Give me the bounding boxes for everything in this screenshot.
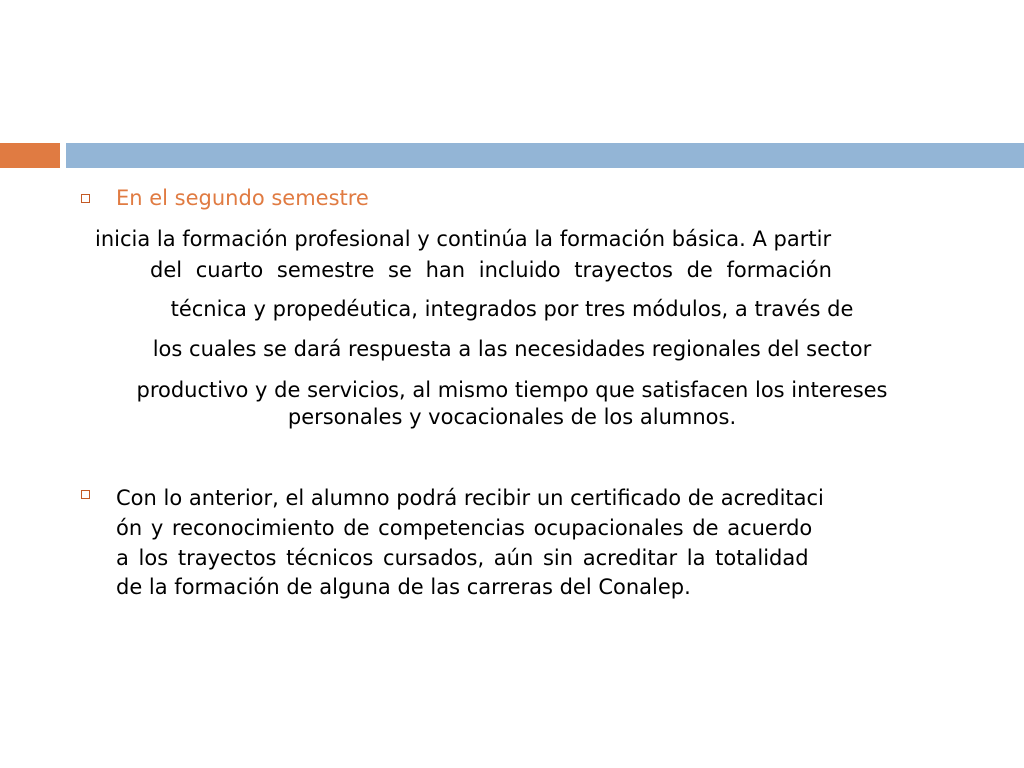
body-line-2: del cuarto semestre se han incluido trayectos de formación [150,258,832,282]
bullet-square-icon [81,194,90,203]
bullet-text-line-1: Con lo anterior, el alumno podrá recibir un certificado de acreditaci [116,486,824,510]
header-accent-bar-blue [66,143,1024,168]
body-line-3: técnica y propedéutica, integrados por tres módulos, a través de [170,297,854,321]
body-line-4: los cuales se dará respuesta a las necesidades regionales del sector [152,337,872,361]
header-accent-bar-orange [0,143,60,168]
bullet-text-line-3: a los trayectos técnicos cursados, aún sin acreditar la totalidad [116,546,809,570]
body-line-1: inicia la formación profesional y continúa la formación básica. A partir [95,227,832,251]
bullet-text-line-2: ón y reconocimiento de competencias ocupacionales de acuerdo [116,516,813,540]
section-heading: En el segundo semestre [116,186,369,210]
bullet-square-icon [81,490,90,499]
bullet-text-line-4: de la formación de alguna de las carreras del Conalep. [116,575,691,599]
body-line-6: personales y vocacionales de los alumnos. [287,405,737,429]
body-line-5: productivo y de servicios, al mismo tiempo que satisfacen los intereses [136,378,888,402]
